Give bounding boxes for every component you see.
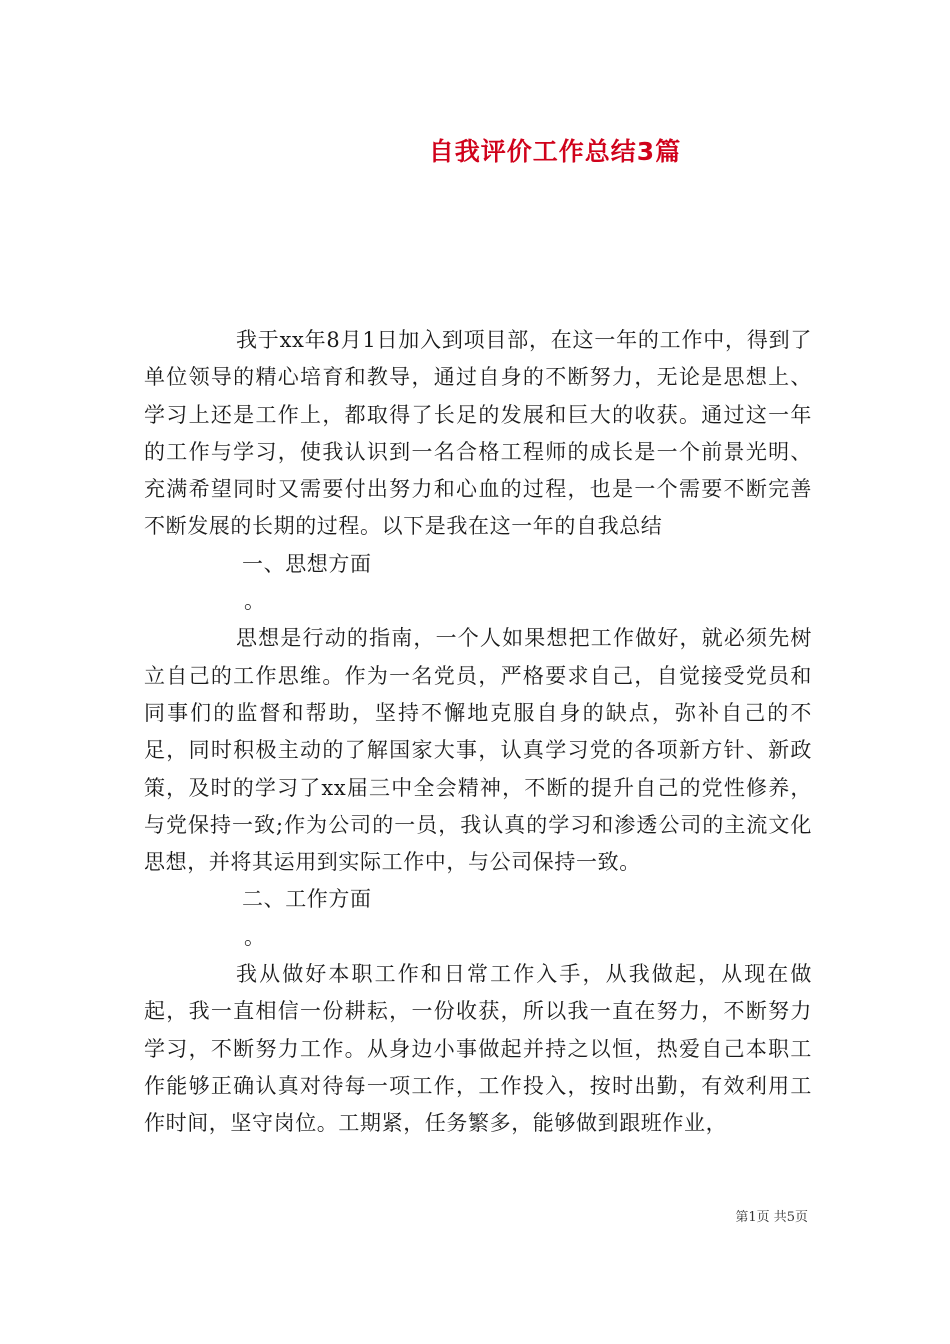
section-period-thought: 。 [244,589,266,614]
document-body [144,322,812,1143]
intro-paragraph: 我于xx年8月1日加入到项目部，在这一年的工作中，得到了单位领导的精心培育和教导，通过自身的不断努力，无论是思想上、学习上还是工作上，都取得了长足的发展和巨大的收获。通过这一年的工作与学习，使我认识到一名合格工程师的成长是一个前景光明、充满希望同时又需要付出努力和心血的过程，也是一个需要不断完善不断发展的长期的过程。以下是我在这一年的自我总结 [144,328,812,539]
section-body-work: 我从做好本职工作和日常工作入手，从我做起，从现在做起，我一直相信一份耕耘，一份收获，所以我一直在努力，不断努力学习，不断努力工作。从身边小事做起并持之以恒，热爱自己本职工作能够正确认真对待每一项工作，工作投入，按时出勤，有效利用工作时间，坚守岗位。工期紧，任务繁多，能够做到跟班作业， [144,962,812,1136]
section-heading-thought: 一、思想方面 [242,551,372,576]
page-number-footer: 第1页 共5页 [735,1210,808,1225]
section-heading-work: 二、工作方面 [242,887,372,912]
section-period-work: 。 [244,924,266,949]
document-title: 自我评价工作总结3篇 [428,137,682,166]
section-body-thought: 思想是行动的指南，一个人如果想把工作做好，就必须先树立自己的工作思维。作为一名党员，严格要求自己，自觉接受党员和同事们的监督和帮助，坚持不懈地克服自身的缺点，弥补自己的不足，同时积极主动的了解国家大事，认真学习党的各项新方针、新政策，及时的学习了xx届三中全会精神，不断的提升自己的党性修养，与党保持一致;作为公司的一员，我认真的学习和渗透公司的主流文化思想，并将其运用到实际工作中，与公司保持一致。 [144,626,812,875]
